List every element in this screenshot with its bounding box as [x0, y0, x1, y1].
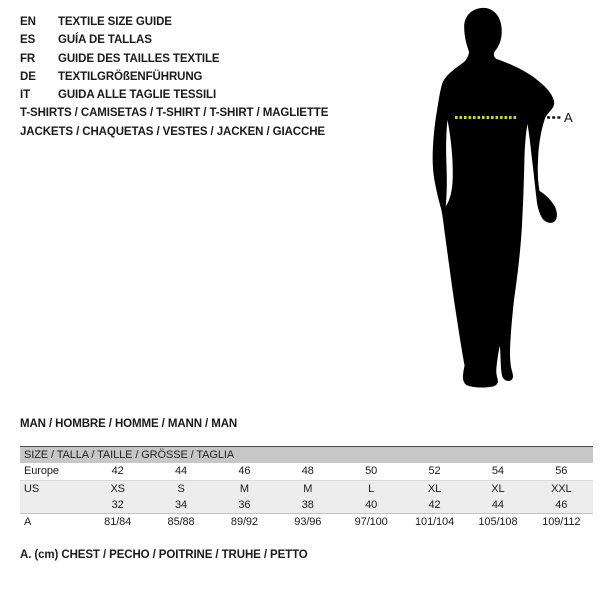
table-cell: XS — [110, 483, 125, 495]
table-cell: 89/92 — [230, 516, 258, 528]
category-line-jackets: JACKETS / CHAQUETAS / VESTES / JACKEN / GIACCHE — [20, 125, 325, 138]
table-cell: 97/100 — [354, 516, 388, 528]
table-cell: 101/104 — [415, 516, 455, 528]
table-cell: 34 — [175, 499, 188, 511]
table-cell: XXL — [551, 483, 572, 495]
language-code: EN — [20, 16, 36, 28]
table-cell: 44 — [491, 499, 504, 511]
table-cell: M — [303, 483, 313, 495]
size-table-header: SIZE / TALLA / TAILLE / GRÖSSE / TAGLIA — [20, 447, 593, 463]
table-cell: 93/96 — [294, 516, 322, 528]
table-row-europe — [20, 463, 593, 480]
gender-heading: MAN / HOMBRE / HOMME / MANN / MAN — [20, 418, 238, 430]
table-cell: 48 — [301, 465, 314, 477]
table-row-numeric — [20, 497, 593, 513]
language-row-de — [20, 68, 220, 86]
table-cell: 109/112 — [542, 516, 581, 528]
table-cell: 38 — [301, 499, 314, 511]
table-cell: L — [368, 483, 375, 495]
table-cell: 52 — [428, 465, 441, 477]
row-label — [20, 497, 86, 513]
table-cell: 81/84 — [104, 516, 132, 528]
man-silhouette — [390, 0, 600, 400]
table-cell: 32 — [111, 499, 124, 511]
language-row-en — [20, 13, 220, 31]
language-code: FR — [20, 52, 36, 65]
language-row-es — [20, 31, 220, 49]
language-label: TEXTILE SIZE GUIDE — [58, 16, 172, 28]
row-label: US — [24, 483, 40, 495]
language-label: GUIDA ALLE TAGLIE TESSILI — [58, 89, 217, 102]
table-cell: 105/108 — [478, 516, 518, 528]
language-code: ES — [20, 34, 36, 47]
row-label: A — [24, 516, 32, 528]
language-list — [20, 13, 220, 104]
table-cell: 50 — [365, 465, 378, 477]
table-cell: 46 — [555, 499, 568, 511]
language-row-it — [20, 86, 220, 104]
table-cell: S — [177, 483, 185, 495]
language-code: IT — [20, 89, 31, 102]
category-line-tshirts: T-SHIRTS / CAMISETAS / T-SHIRT / T-SHIRT / MAGLIETTE — [20, 107, 329, 119]
size-table — [20, 446, 593, 531]
table-cell: 36 — [238, 499, 251, 511]
table-row-us — [20, 480, 593, 497]
category-list — [20, 104, 328, 141]
table-cell: XL — [427, 483, 442, 495]
table-cell: 42 — [111, 465, 124, 477]
table-cell: 44 — [175, 465, 188, 477]
language-code: DE — [20, 70, 36, 83]
language-label: GUIDE DES TAILLES TEXTILE — [58, 52, 220, 65]
measure-label-a: A — [564, 110, 573, 125]
measurement-legend: A. (cm) CHEST / PECHO / POITRINE / TRUHE / PETTO — [20, 549, 308, 561]
table-row-chest-a — [20, 513, 593, 531]
table-cell: 56 — [555, 465, 568, 477]
language-label: GUÍA DE TALLAS — [58, 34, 152, 47]
table-cell: 42 — [428, 499, 441, 511]
language-row-fr — [20, 50, 220, 68]
table-cell: 40 — [365, 499, 378, 511]
row-label: Europe — [24, 465, 59, 477]
table-cell: M — [239, 483, 249, 495]
table-cell: 46 — [238, 465, 251, 477]
table-cell: 85/88 — [167, 516, 195, 528]
language-label: TEXTILGRÖßENFÜHRUNG — [58, 70, 203, 83]
table-cell: XL — [491, 483, 505, 495]
man-silhouette-body — [433, 8, 557, 388]
table-cell: 54 — [491, 465, 504, 477]
